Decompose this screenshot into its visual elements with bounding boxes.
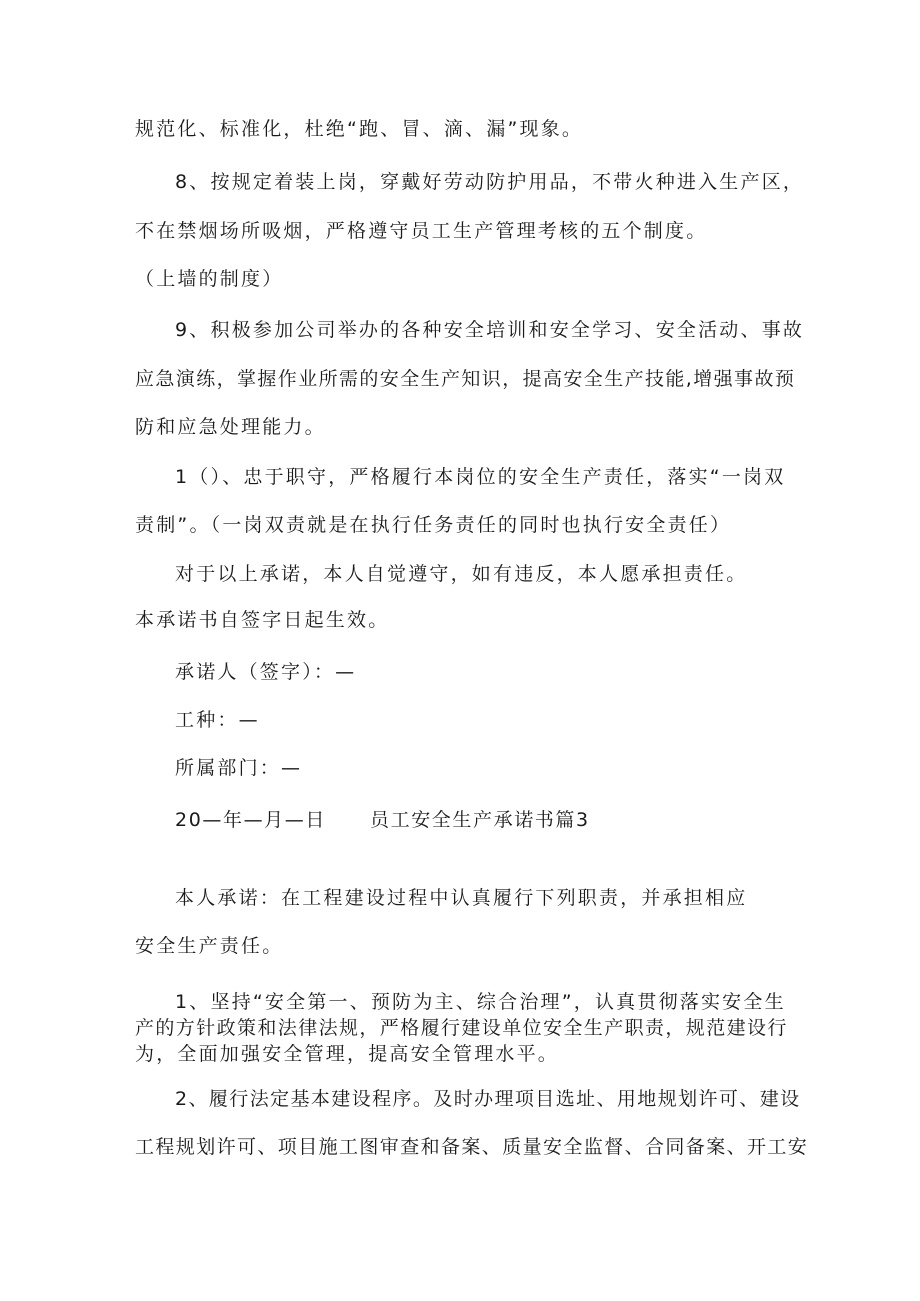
signature-line: 承诺人（签字）：— — [175, 661, 357, 683]
date-line: 20—年—月—日 — [175, 809, 326, 831]
text-line-1: 规范化、标准化，杜绝“跑、冒、滴、漏”现象。 — [135, 118, 584, 140]
text-line-22: 2、履行法定基本建设程序。及时办理项目选址、用地规划许可、建设 — [175, 1088, 801, 1110]
text-line-18: 安全生产责任。 — [135, 935, 284, 957]
text-line-17: 本人承诺：在工程建设过程中认真履行下列职责，并承担相应 — [175, 887, 748, 909]
section-heading: 员工安全生产承诺书篇3 — [370, 809, 590, 831]
text-line-10: 对于以上承诺，本人自觉遵守，如有违反，本人愿承担责任。 — [175, 563, 748, 585]
job-type-line: 工种：— — [175, 709, 260, 731]
text-line-6: 应急演练，掌握作业所需的安全生产知识，提高安全生产技能,增强事故预 — [135, 368, 796, 390]
text-line-19: 1、坚持“安全第一、预防为主、综合治理”，认真贯彻落实安全生 — [175, 991, 786, 1013]
text-line-7: 防和应急处理能力。 — [135, 416, 326, 438]
department-line: 所属部门：— — [175, 757, 303, 779]
text-line-5: 9、积极参加公司举办的各种安全培训和安全学习、安全活动、事故 — [175, 319, 805, 341]
text-line-11: 本承诺书自签字日起生效。 — [135, 609, 390, 631]
text-line-3: 不在禁烟场所吸烟，严格遵守员工生产管理考核的五个制度。 — [135, 220, 708, 242]
text-line-4: （上墙的制度） — [135, 268, 284, 290]
text-line-21: 为，全面加强安全管理，提高安全管理水平。 — [135, 1043, 560, 1065]
text-line-9: 责制”。（一岗双责就是在执行任务责任的同时也执行安全责任） — [135, 514, 732, 536]
text-line-2: 8、按规定着装上岗，穿戴好劳动防护用品，不带火种进入生产区， — [175, 171, 805, 193]
text-line-23: 工程规划许可、项目施工图审查和备案、质量安全监督、合同备案、开工安 — [135, 1136, 809, 1158]
text-line-8: 1（）、忠于职守，严格履行本岗位的安全生产责任，落实“一岗双 — [175, 466, 786, 488]
text-line-20: 产的方针政策和法律法规，严格履行建设单位安全生产职责，规范建设行 — [135, 1017, 788, 1039]
